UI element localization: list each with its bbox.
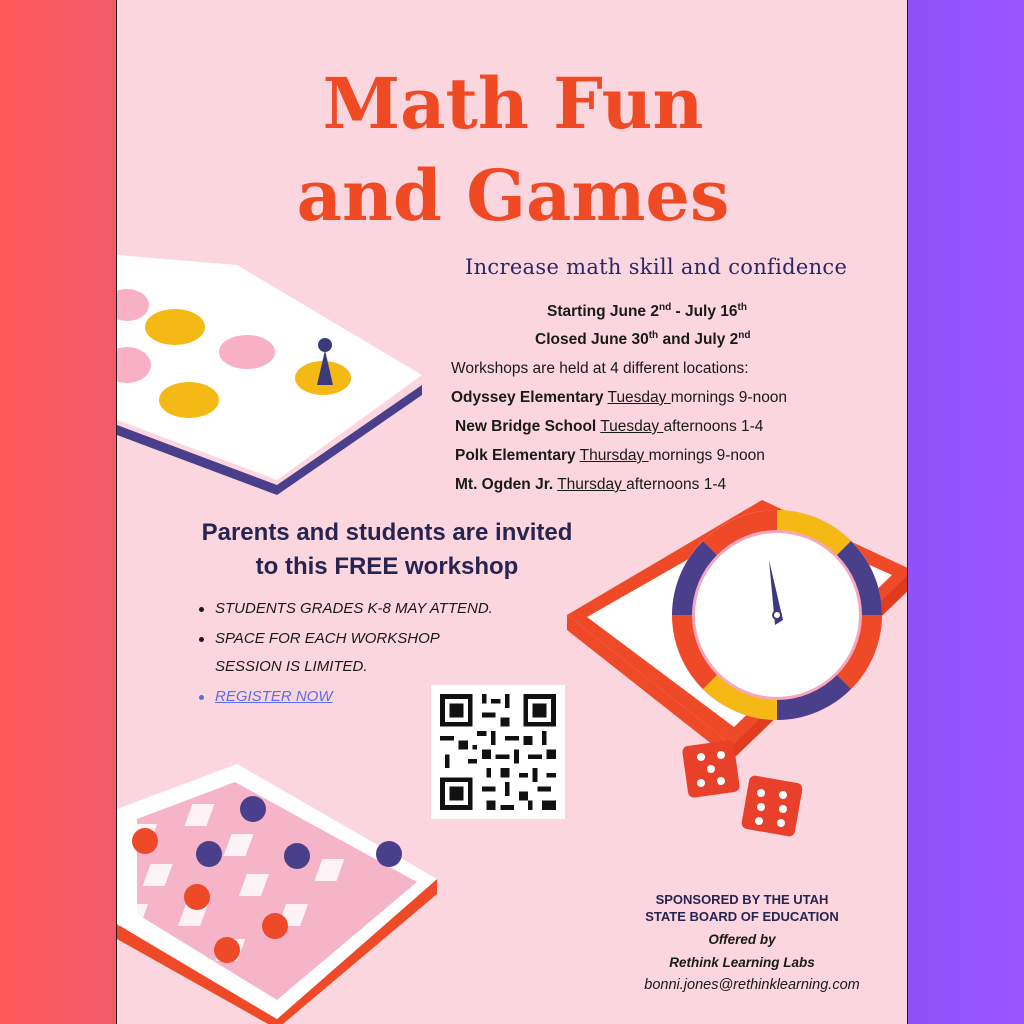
sponsor-line2: STATE BOARD OF EDUCATION [645,909,839,924]
tagline: Increase math skill and confidence [465,255,848,279]
qr-code[interactable] [431,685,565,819]
start-dates: Starting June 2nd - July 16th [547,302,747,321]
sponsor-line1: SPONSORED BY THE UTAH [655,892,829,907]
organization-name: Rethink Learning Labs [669,955,815,970]
bullet-dot [199,695,204,700]
offered-by-label: Offered by [708,932,776,947]
locations-intro: Workshops are held at 4 different locations: [451,360,749,377]
bullet-item-continued: SESSION IS LIMITED. [215,658,368,675]
flyer [116,0,908,1024]
bullet-item: SPACE FOR EACH WORKSHOP [215,630,440,647]
closed-dates: Closed June 30th and July 2nd [535,330,751,349]
location-item: New Bridge School Tuesday afternoons 1-4 [455,418,764,435]
register-now-link[interactable]: REGISTER NOW [215,688,333,705]
bullet-dot [199,607,204,612]
dice-illustration [677,735,817,845]
left-color-bar [0,0,116,1024]
page-title-line2: and Games [296,154,730,237]
location-item: Odyssey Elementary Tuesday mornings 9-noon [451,389,788,406]
right-color-bar [908,0,1024,1024]
invite-line1: Parents and students are invited [201,519,573,546]
bullet-item: STUDENTS GRADES K-8 MAY ATTEND. [215,600,493,617]
board-game-illustration [117,255,437,495]
bullet-dot [199,637,204,642]
location-item: Mt. Ogden Jr. Thursday afternoons 1-4 [455,476,727,493]
checkerboard-illustration [117,764,457,1024]
contact-email[interactable]: bonni.jones@rethinklearning.com [644,977,860,993]
invite-line2: to this FREE workshop [255,553,519,580]
page-title-line1: Math Fun [322,62,704,145]
location-item: Polk Elementary Thursday mornings 9-noon [455,447,765,464]
